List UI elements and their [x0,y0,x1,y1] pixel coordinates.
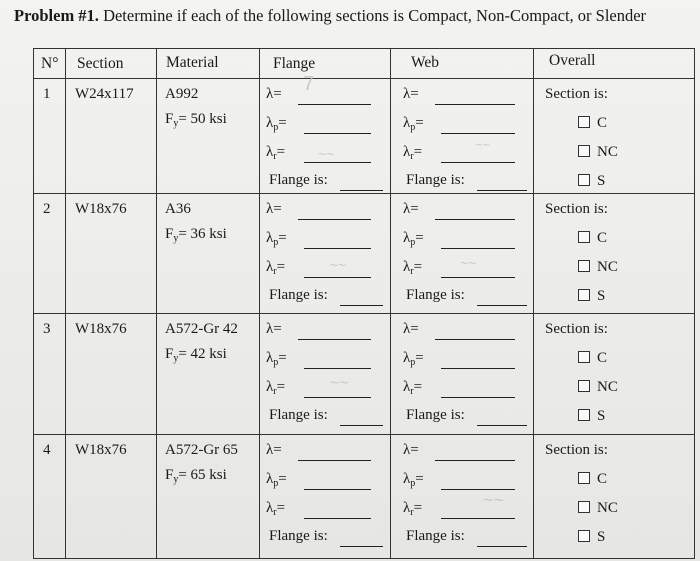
web-lambda-label: λ= [403,201,419,217]
web-lambda-p-blank[interactable] [441,121,515,134]
lambda-symbol: λ [403,144,411,160]
web-lambda-p-blank[interactable] [441,236,515,249]
overall-option-s[interactable] [578,529,605,546]
option-label-c: C [597,471,608,487]
flange-flange-is-blank[interactable] [340,534,383,547]
checkbox-s[interactable] [578,289,590,301]
section-designation: W24x117 [75,86,134,102]
header-section: Section [77,55,124,72]
flange-lambda-blank[interactable] [298,92,371,105]
r-subscript: r [410,266,414,277]
erased-mark: ~~ [330,375,349,392]
flange-lambda-r-label [266,259,285,277]
equals-sign: = [415,230,424,246]
web-lambda-blank[interactable] [435,207,515,220]
web-lambda-p-blank[interactable] [441,356,515,369]
fy-symbol: F [165,111,174,127]
section-is-label: Section is: [545,201,608,217]
flange-lambda-p-blank[interactable] [304,236,371,249]
p-subscript: p [410,122,416,133]
web-lambda-p-label [403,115,424,133]
row-number: 1 [43,86,51,102]
flange-lambda-blank[interactable] [298,327,371,340]
checkbox-nc[interactable] [578,260,590,272]
fy-symbol: F [165,226,174,242]
overall-option-c[interactable] [578,230,607,247]
material-grade: A992 [165,86,199,102]
equals-sign: = [415,350,424,366]
checkbox-nc[interactable] [578,145,590,157]
web-lambda-blank[interactable] [435,327,515,340]
material-grade: A572-Gr 65 [165,442,238,458]
web-lambda-r-label [403,259,422,277]
checkbox-s[interactable] [578,409,590,421]
classification-table [33,48,695,559]
overall-option-c[interactable] [578,471,607,488]
option-label-c: C [597,350,608,366]
flange-flange-is-blank[interactable] [340,413,383,426]
p-subscript: p [410,357,416,368]
equals-sign: = [278,230,287,246]
web-flange-is-label: Flange is: [406,287,465,303]
checkbox-nc[interactable] [578,380,590,392]
equals-sign: = [278,471,287,487]
web-flange-is-blank[interactable] [477,413,527,426]
p-subscript: p [410,237,416,248]
p-subscript: p [410,478,416,489]
fy-subscript: y [173,353,179,364]
lambda-symbol: λ [266,230,274,246]
flange-lambda-r-label [266,500,285,518]
equals-sign: = [276,379,286,395]
web-lambda-p-label [403,350,424,368]
r-subscript: r [273,151,277,162]
yield-strength [165,346,227,364]
flange-lambda-label: λ= [266,321,282,337]
web-flange-is-blank[interactable] [477,293,527,306]
equals-sign: = [276,144,286,160]
flange-lambda-r-blank[interactable] [304,150,371,163]
r-subscript: r [410,507,414,518]
problem-statement: Determine if each of the following sections is Compact, Non-Compact, or Slender [103,6,647,25]
r-subscript: r [410,151,414,162]
checkbox-s[interactable] [578,174,590,186]
option-label-nc: NC [597,259,618,275]
erased-mark: ~~ [460,255,477,271]
overall-option-nc[interactable] [578,259,618,276]
flange-lambda-r-blank[interactable] [304,265,371,278]
overall-option-c[interactable] [578,350,607,367]
flange-lambda-p-label [266,230,287,248]
row-number: 3 [43,321,51,337]
lambda-symbol: λ [403,500,411,516]
fy-subscript: y [173,233,179,244]
lambda-symbol: λ [403,350,411,366]
row-number: 2 [43,201,51,217]
header-flange: Flange [273,55,316,72]
web-lambda-label: λ= [403,321,419,337]
checkbox-nc[interactable] [578,501,590,513]
overall-option-nc[interactable] [578,379,618,396]
equals-sign: = [413,144,423,160]
material-grade: A572-Gr 42 [165,321,238,337]
web-lambda-p-label [403,471,424,489]
equals-sign: = [415,471,424,487]
flange-lambda-label: λ= [266,201,282,217]
option-label-s: S [597,288,606,304]
fy-subscript: y [173,474,179,485]
web-lambda-label: λ= [403,442,419,458]
flange-flange-is-label: Flange is: [269,528,328,544]
option-label-c: C [597,230,608,246]
flange-lambda-p-blank[interactable] [304,121,371,134]
equals-sign: = [413,259,423,275]
web-lambda-blank[interactable] [435,92,515,105]
web-lambda-label: λ= [403,86,419,102]
flange-flange-is-label: Flange is: [269,172,328,188]
erased-mark: ~~ [330,257,347,273]
checkbox-c[interactable] [578,472,590,484]
equals-sign: = [278,115,287,131]
yield-strength [165,467,227,485]
erased-mark: ~~ [475,137,491,152]
web-flange-is-label: Flange is: [406,528,465,544]
overall-option-nc[interactable] [578,500,618,517]
flange-lambda-blank[interactable] [298,448,371,461]
fy-value: = 42 ksi [178,346,227,362]
section-is-label: Section is: [545,321,608,337]
web-lambda-r-blank[interactable] [441,150,515,163]
web-lambda-p-label [403,230,424,248]
flange-lambda-p-blank[interactable] [304,477,371,490]
table-row [33,313,695,433]
lambda-symbol: λ [266,471,274,487]
flange-flange-is-label: Flange is: [269,407,328,423]
header-no: N° [41,55,59,72]
web-flange-is-blank[interactable] [477,178,527,191]
lambda-symbol: λ [266,350,274,366]
flange-flange-is-label: Flange is: [269,287,328,303]
fy-subscript: y [173,118,179,129]
row-number: 4 [43,442,51,458]
lambda-symbol: λ [403,230,411,246]
flange-flange-is-blank[interactable] [340,293,383,306]
equals-sign: = [413,379,423,395]
p-subscript: p [273,478,279,489]
yield-strength [165,111,227,129]
web-lambda-p-blank[interactable] [441,477,515,490]
fy-value: = 36 ksi [178,226,227,242]
section-designation: W18x76 [75,442,127,458]
option-label-nc: NC [597,144,618,160]
checkbox-c[interactable] [578,116,590,128]
table-row [33,193,695,313]
web-flange-is-label: Flange is: [406,172,465,188]
lambda-symbol: λ [266,144,274,160]
equals-sign: = [276,500,286,516]
header-web: Web [411,54,440,71]
r-subscript: r [273,266,277,277]
section-is-label: Section is: [545,86,608,102]
p-subscript: p [273,122,279,133]
overall-option-s[interactable] [578,288,605,305]
section-designation: W18x76 [75,201,127,217]
option-label-nc: NC [597,500,618,516]
problem-title [14,6,646,26]
header-overall: Overall [549,52,596,69]
option-label-s: S [597,173,606,189]
option-label-c: C [597,115,608,131]
flange-lambda-p-label [266,471,287,489]
equals-sign: = [415,115,424,131]
problem-number: Problem #1. [14,6,99,25]
lambda-symbol: λ [403,259,411,275]
option-label-nc: NC [597,379,618,395]
lambda-symbol: λ [403,115,411,131]
section-designation: W18x76 [75,321,127,337]
web-lambda-r-label [403,144,422,162]
flange-lambda-r-blank[interactable] [304,385,371,398]
flange-lambda-r-label [266,144,285,162]
flange-lambda-p-label [266,350,287,368]
fy-symbol: F [165,467,174,483]
lambda-symbol: λ [266,259,274,275]
checkbox-s[interactable] [578,530,590,542]
equals-sign: = [278,350,287,366]
web-lambda-r-label [403,500,422,518]
erased-mark: ~~ [483,490,505,510]
web-lambda-r-blank[interactable] [441,385,515,398]
lambda-symbol: λ [266,379,274,395]
table-row [33,78,695,198]
overall-option-s[interactable] [578,408,605,425]
flange-lambda-p-label [266,115,287,133]
flange-lambda-p-blank[interactable] [304,356,371,369]
overall-option-c[interactable] [578,115,607,132]
material-grade: A36 [165,201,191,217]
overall-option-s[interactable] [578,173,605,190]
flange-flange-is-blank[interactable] [340,178,383,191]
r-subscript: r [410,386,414,397]
erased-mark: 7 [303,73,315,95]
lambda-symbol: λ [266,500,274,516]
web-lambda-r-blank[interactable] [441,265,515,278]
option-label-s: S [597,529,606,545]
checkbox-c[interactable] [578,231,590,243]
flange-lambda-label: λ= [266,442,282,458]
flange-lambda-blank[interactable] [298,207,371,220]
option-label-s: S [597,408,606,424]
lambda-symbol: λ [403,379,411,395]
web-lambda-r-blank[interactable] [441,506,515,519]
r-subscript: r [273,507,277,518]
web-lambda-blank[interactable] [435,448,515,461]
yield-strength [165,226,227,244]
overall-option-nc[interactable] [578,144,618,161]
lambda-symbol: λ [403,471,411,487]
fy-value: = 65 ksi [178,467,227,483]
fy-value: = 50 ksi [178,111,227,127]
section-is-label: Section is: [545,442,608,458]
table-row [33,434,695,554]
lambda-symbol: λ [266,115,274,131]
equals-sign: = [276,259,286,275]
p-subscript: p [273,357,279,368]
r-subscript: r [273,386,277,397]
erased-mark: ~~ [318,146,335,162]
web-flange-is-label: Flange is: [406,407,465,423]
header-material: Material [166,54,219,71]
p-subscript: p [273,237,279,248]
flange-lambda-r-label [266,379,285,397]
equals-sign: = [413,500,423,516]
checkbox-c[interactable] [578,351,590,363]
web-lambda-r-label [403,379,422,397]
flange-lambda-label: λ= [266,86,282,102]
fy-symbol: F [165,346,174,362]
web-flange-is-blank[interactable] [477,534,527,547]
flange-lambda-r-blank[interactable] [304,506,371,519]
